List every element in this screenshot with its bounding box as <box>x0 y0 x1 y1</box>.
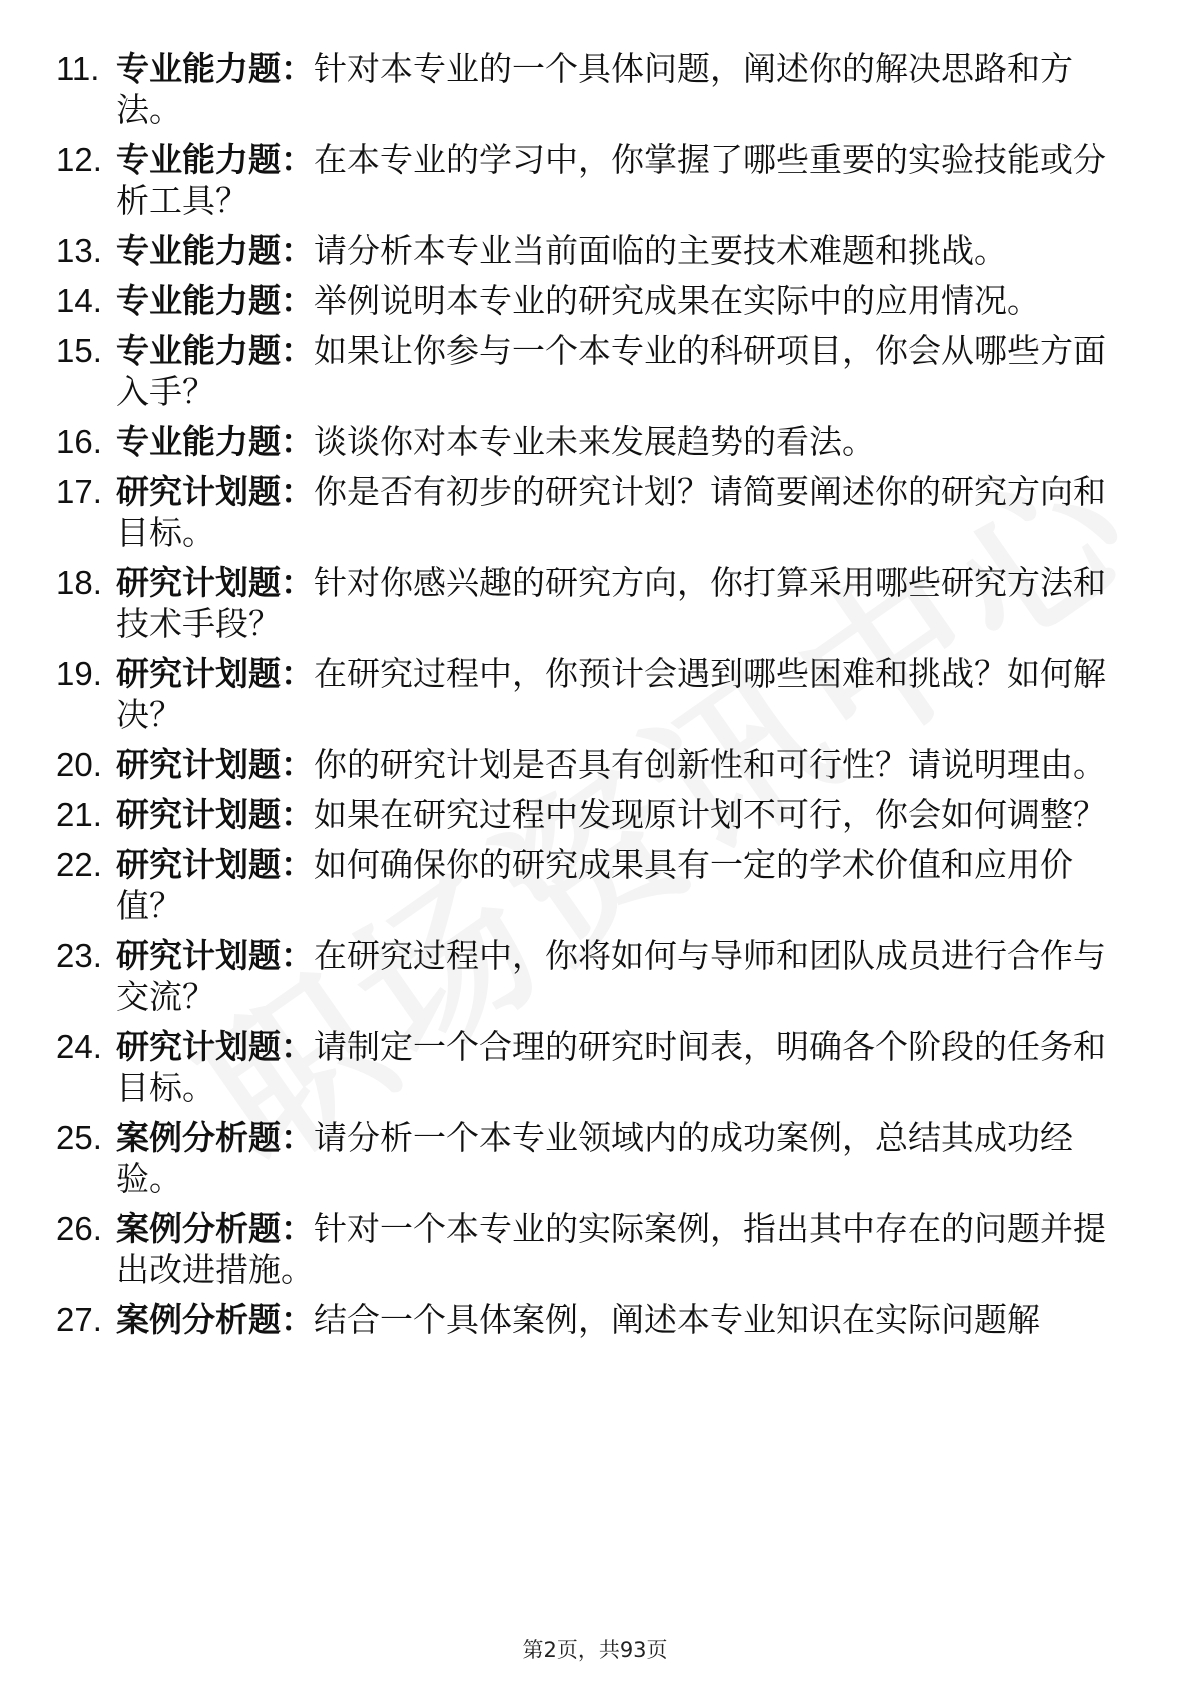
question-text: 如果让你参与一个本专业的科研项目，你会从哪些方面入手？ <box>116 331 1106 411</box>
category-colon: ： <box>281 1300 314 1339</box>
question-number: 19. <box>56 655 102 692</box>
question-number: 11. <box>56 50 100 87</box>
question-category: 专业能力题 <box>116 422 281 461</box>
category-colon: ： <box>281 422 314 461</box>
question-text: 请分析一个本专业领域内的成功案例，总结其成功经验。 <box>116 1118 1073 1198</box>
question-item-22 <box>0 844 1190 926</box>
question-number: 24. <box>56 1028 102 1065</box>
question-category: 专业能力题 <box>116 331 281 370</box>
question-category: 研究计划题 <box>116 654 281 693</box>
question-category: 研究计划题 <box>116 563 281 602</box>
question-category: 案例分析题 <box>116 1118 281 1157</box>
question-item-26 <box>0 1208 1190 1290</box>
question-number: 15. <box>56 332 102 369</box>
question-body <box>116 471 1120 553</box>
question-body <box>116 280 1120 321</box>
question-text: 谈谈你对本专业未来发展趋势的看法。 <box>314 422 875 461</box>
question-item-21 <box>0 794 1190 835</box>
question-item-27 <box>0 1299 1190 1340</box>
question-item-20 <box>0 744 1190 785</box>
question-body <box>116 1299 1120 1340</box>
question-item-11 <box>0 48 1190 130</box>
question-category: 专业能力题 <box>116 281 281 320</box>
question-number: 26. <box>56 1210 102 1247</box>
question-body <box>116 935 1120 1017</box>
category-colon: ： <box>281 795 314 834</box>
question-number: 12. <box>56 141 102 178</box>
question-body <box>116 562 1120 644</box>
question-category: 专业能力题 <box>116 49 281 88</box>
question-body <box>116 48 1120 130</box>
question-item-12 <box>0 139 1190 221</box>
question-category: 研究计划题 <box>116 936 281 975</box>
question-number: 22. <box>56 846 102 883</box>
question-number: 17. <box>56 473 102 510</box>
question-number: 18. <box>56 564 102 601</box>
question-text: 举例说明本专业的研究成果在实际中的应用情况。 <box>314 281 1040 320</box>
question-category: 研究计划题 <box>116 472 281 511</box>
question-text: 针对本专业的一个具体问题，阐述你的解决思路和方法。 <box>116 49 1073 129</box>
question-number: 21. <box>56 796 102 833</box>
category-colon: ： <box>281 1209 314 1248</box>
question-item-16 <box>0 421 1190 462</box>
question-text: 如何确保你的研究成果具有一定的学术价值和应用价值？ <box>116 845 1073 925</box>
category-colon: ： <box>281 936 314 975</box>
category-colon: ： <box>281 845 314 884</box>
question-item-14 <box>0 280 1190 321</box>
question-text: 结合一个具体案例，阐述本专业知识在实际问题解 <box>314 1300 1040 1339</box>
question-body <box>116 653 1120 735</box>
question-item-15 <box>0 330 1190 412</box>
category-colon: ： <box>281 654 314 693</box>
question-text: 针对一个本专业的实际案例，指出其中存在的问题并提出改进措施。 <box>116 1209 1106 1289</box>
question-item-17 <box>0 471 1190 553</box>
question-category: 专业能力题 <box>116 140 281 179</box>
question-number: 13. <box>56 232 102 269</box>
question-text: 在本专业的学习中，你掌握了哪些重要的实验技能或分析工具？ <box>116 140 1106 220</box>
question-body <box>116 1208 1120 1290</box>
question-item-13 <box>0 230 1190 271</box>
question-text: 在研究过程中，你将如何与导师和团队成员进行合作与交流？ <box>116 936 1106 1016</box>
question-item-25 <box>0 1117 1190 1199</box>
category-colon: ： <box>281 563 314 602</box>
category-colon: ： <box>281 140 314 179</box>
question-item-18 <box>0 562 1190 644</box>
question-number: 16. <box>56 423 102 460</box>
question-body <box>116 421 1120 462</box>
question-category: 案例分析题 <box>116 1209 281 1248</box>
question-body <box>116 1117 1120 1199</box>
question-number: 23. <box>56 937 102 974</box>
question-number: 27. <box>56 1301 102 1338</box>
question-text: 你是否有初步的研究计划？请简要阐述你的研究方向和目标。 <box>116 472 1106 552</box>
question-text: 请分析本专业当前面临的主要技术难题和挑战。 <box>314 231 1007 270</box>
question-text: 在研究过程中，你预计会遇到哪些困难和挑战？如何解决？ <box>116 654 1106 734</box>
question-body <box>116 844 1120 926</box>
question-number: 14. <box>56 282 102 319</box>
category-colon: ： <box>281 1118 314 1157</box>
question-category: 案例分析题 <box>116 1300 281 1339</box>
question-item-23 <box>0 935 1190 1017</box>
question-text: 如果在研究过程中发现原计划不可行，你会如何调整？ <box>314 795 1106 834</box>
question-category: 研究计划题 <box>116 845 281 884</box>
question-number: 20. <box>56 746 102 783</box>
question-category: 专业能力题 <box>116 231 281 270</box>
question-item-19 <box>0 653 1190 735</box>
question-item-24 <box>0 1026 1190 1108</box>
question-text: 你的研究计划是否具有创新性和可行性？请说明理由。 <box>314 745 1106 784</box>
question-body <box>116 744 1120 785</box>
category-colon: ： <box>281 281 314 320</box>
category-colon: ： <box>281 331 314 370</box>
question-list <box>0 48 1190 1349</box>
category-colon: ： <box>281 231 314 270</box>
question-text: 针对你感兴趣的研究方向，你打算采用哪些研究方法和技术手段？ <box>116 563 1106 643</box>
question-body <box>116 1026 1120 1108</box>
category-colon: ： <box>281 472 314 511</box>
question-body <box>116 330 1120 412</box>
question-body <box>116 230 1120 271</box>
question-category: 研究计划题 <box>116 1027 281 1066</box>
question-category: 研究计划题 <box>116 745 281 784</box>
question-body <box>116 794 1120 835</box>
question-body <box>116 139 1120 221</box>
category-colon: ： <box>281 1027 314 1066</box>
question-text: 请制定一个合理的研究时间表，明确各个阶段的任务和目标。 <box>116 1027 1106 1107</box>
question-number: 25. <box>56 1119 102 1156</box>
question-category: 研究计划题 <box>116 795 281 834</box>
category-colon: ： <box>281 745 314 784</box>
page-footer: 第2页，共93页 <box>522 1638 668 1662</box>
category-colon: ： <box>281 49 314 88</box>
